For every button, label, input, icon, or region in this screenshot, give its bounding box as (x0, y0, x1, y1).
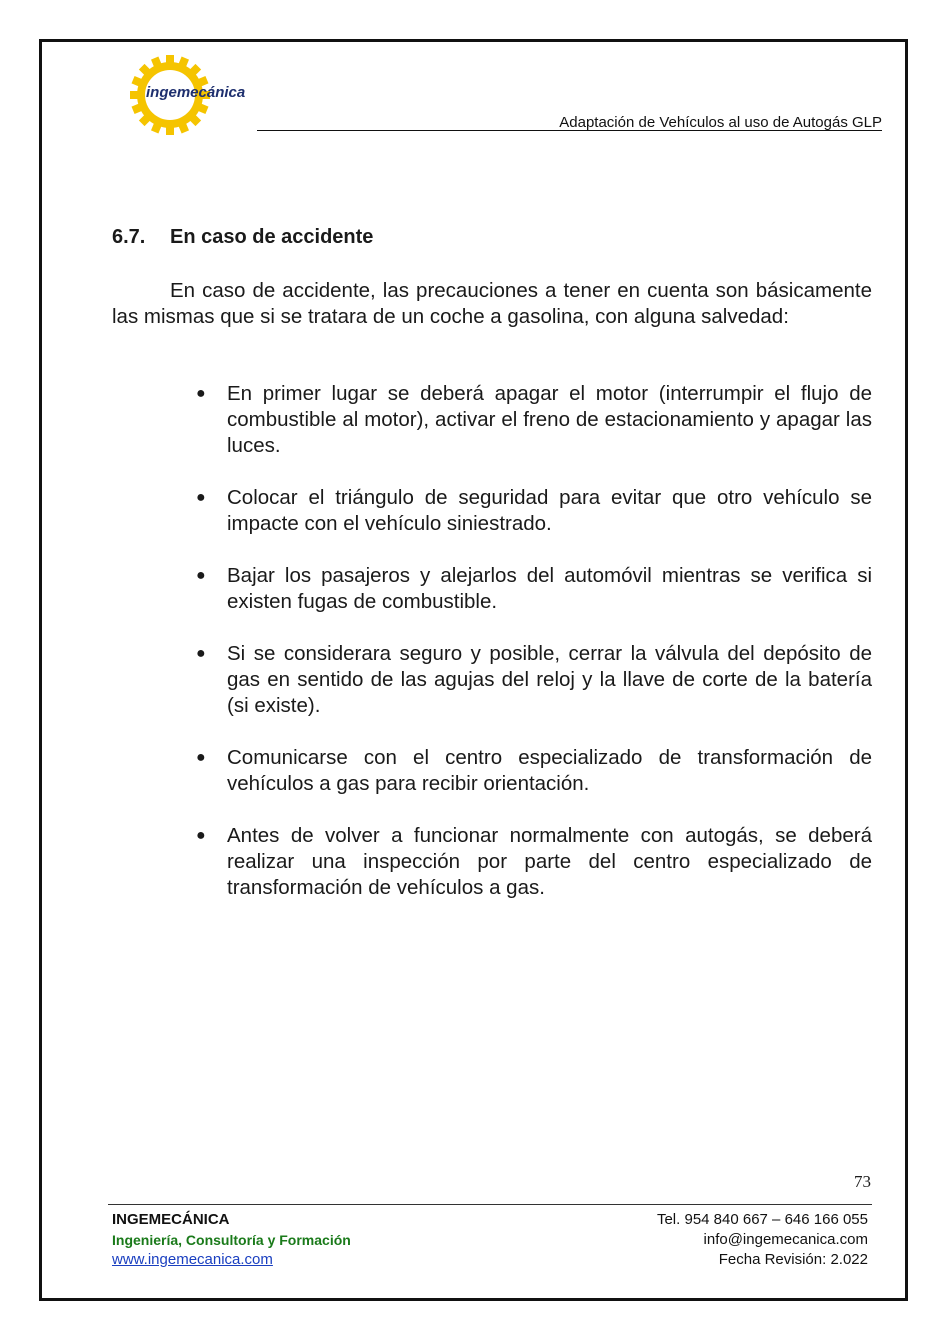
footer-email: info@ingemecanica.com (703, 1231, 868, 1248)
intro-paragraph (112, 278, 872, 330)
footer-right (657, 1210, 868, 1270)
footer-tagline: Ingeniería, Consultoría y Formación (112, 1232, 351, 1248)
bullet-icon: ● (196, 489, 206, 506)
section-heading (112, 226, 373, 249)
footer-website-link[interactable]: www.ingemecanica.com (112, 1251, 273, 1268)
footer-left (112, 1210, 351, 1270)
footer-revision: Fecha Revisión: 2.022 (718, 1251, 868, 1268)
list-item: ● En primer lugar se deberá apagar el motor (interrumpir el flujo de combustible al motor), activar el freno de estacionamiento y apagar las luces. (196, 382, 872, 457)
bullet-icon: ● (196, 645, 206, 662)
list-item: ● Bajar los pasajeros y alejarlos del automóvil mientras se verifica si existen fugas de combustible. (196, 564, 872, 613)
logo-text: ingemecánica (146, 84, 246, 101)
page-number: 73 (854, 1172, 871, 1191)
bullet-icon: ● (196, 827, 206, 844)
footer-phone: Tel. 954 840 667 – 646 166 055 (656, 1211, 868, 1228)
section-title: En caso de accidente (170, 226, 374, 248)
bullet-icon: ● (196, 385, 206, 402)
intro-text: En caso de accidente, las precauciones a tener en cuenta son básicamente las mismas que si se tratara de un coche a gasolina, con alguna salvedad: (112, 279, 872, 328)
list-item: ● Comunicarse con el centro especializado de transformación de vehículos a gas para recibir orientación. (196, 746, 872, 795)
header-divider (257, 130, 882, 131)
list-item: ● Antes de volver a funcionar normalmente con autogás, se deberá realizar una inspección por parte del centro especializado de transformación de vehículos a gas. (196, 824, 872, 899)
list-item: ● Si se considerara seguro y posible, cerrar la válvula del depósito de gas en sentido de las agujas del reloj y la llave de corte de la batería (si existe). (196, 642, 872, 717)
bullet-list (196, 381, 872, 927)
footer-divider (108, 1204, 872, 1205)
section-number: 6.7. (112, 226, 146, 248)
bullet-icon: ● (196, 567, 206, 584)
list-item: ● Colocar el triángulo de seguridad para evitar que otro vehículo se impacte con el vehículo siniestrado. (196, 486, 872, 535)
footer-company: INGEMECÁNICA (112, 1211, 230, 1228)
bullet-icon: ● (196, 749, 206, 766)
document-title: Adaptación de Vehículos al uso de Autogás GLP (559, 114, 882, 131)
